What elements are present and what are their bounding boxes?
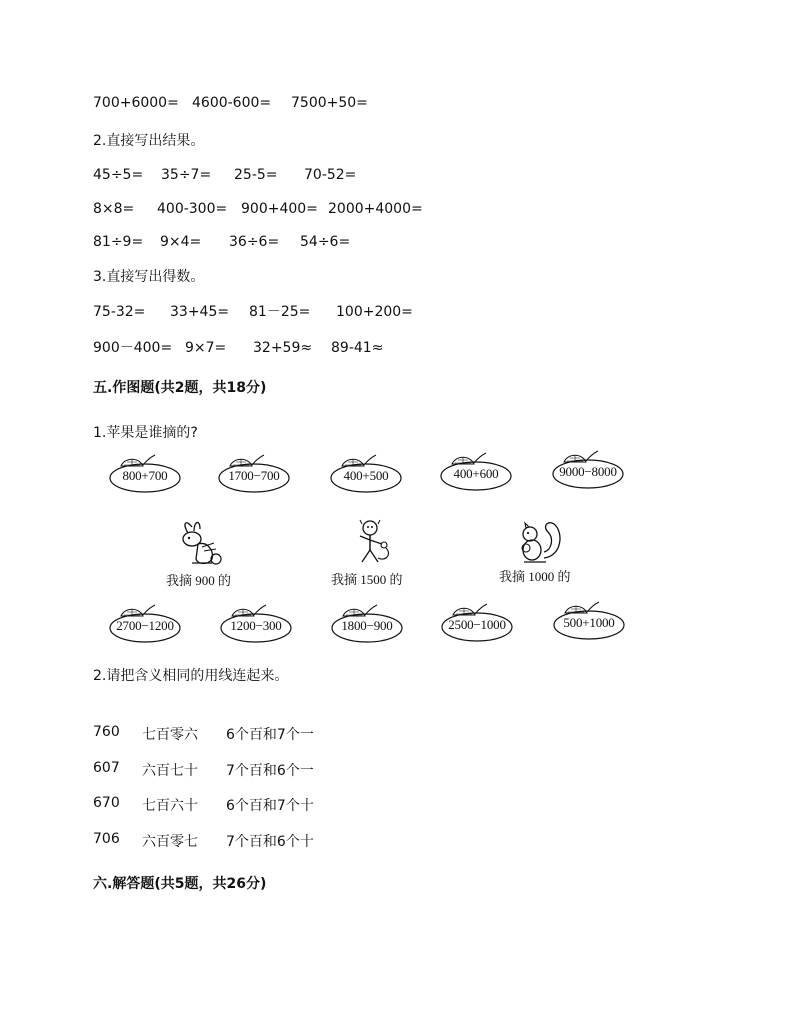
apple-label: 2700−1200 [116,618,174,633]
apple-label: 800+700 [122,468,168,483]
apple [553,605,625,641]
calc-item: 32+59≈ [253,340,313,356]
section-5-question-1: 1.苹果是谁摘的? [93,425,198,441]
apple [218,458,290,494]
section-6-title: 六.解答题(共5题，共26分) [93,876,267,892]
match-units: 7个百和6个一 [226,763,314,779]
match-number: 706 [93,831,120,847]
apple-label: 2500−1000 [448,617,506,632]
match-words: 六百零七 [142,834,198,850]
apple-label: 1800−900 [341,618,393,633]
monkey [352,518,402,566]
calc-item: 900+400= [241,201,318,217]
match-words: 六百七十 [142,763,198,779]
apple-label: 9000−8000 [559,464,617,479]
apple-label: 400+500 [343,468,389,483]
apple [220,608,292,644]
apple [440,456,512,492]
match-words: 七百零六 [142,727,198,743]
calc-item: 25-5= [234,167,278,183]
calc-item: 75-32= [93,304,146,320]
apple [109,608,181,644]
question-2-title: 2.直接写出结果。 [93,133,205,149]
squirrel-icon [516,518,566,566]
apple [552,454,624,490]
apple-label: 400+600 [453,466,499,481]
calc-item: 9×7= [185,340,227,356]
match-number: 670 [93,795,120,811]
animal-caption: 我摘 1500 的 [331,572,403,587]
apple-label: 500+1000 [563,615,615,630]
section-5-question-2: 2.请把含义相同的用线连起来。 [93,668,289,684]
calc-item: 45÷5= [93,167,144,183]
squirrel [516,518,566,566]
animal-caption: 我摘 1000 的 [499,569,571,584]
section-5-title: 五.作图题(共2题，共18分) [93,380,267,396]
calc-item: 4600-600= [192,95,272,111]
monkey-icon [352,518,402,566]
calc-item: 7500+50= [291,95,368,111]
calc-item: 70-52= [304,167,357,183]
calc-item: 100+200= [336,304,413,320]
calc-item: 54÷6= [300,234,351,250]
calc-item: 36÷6= [229,234,280,250]
match-words: 七百六十 [142,798,198,814]
match-number: 607 [93,760,120,776]
rabbit-icon [178,519,228,567]
calc-item: 89-41≈ [331,340,384,356]
calc-item: 81÷9= [93,234,144,250]
calc-item: 2000+4000= [328,201,423,217]
calc-item: 400-300= [157,201,228,217]
apple-label: 1700−700 [228,468,280,483]
rabbit [178,519,228,567]
calc-item: 35÷7= [161,167,212,183]
match-number: 760 [93,724,120,740]
calc-item: 33+45= [170,304,230,320]
apple-label: 1200−300 [230,618,282,633]
question-3-title: 3.直接写出得数。 [93,269,205,285]
match-units: 7个百和6个十 [226,834,314,850]
animal-caption: 我摘 900 的 [166,573,232,588]
match-units: 6个百和7个一 [226,727,314,743]
apple [441,607,513,643]
apple [109,458,181,494]
calc-item: 8×8= [93,201,135,217]
match-units: 6个百和7个十 [226,798,314,814]
apple [330,458,402,494]
calc-item: 9×4= [160,234,202,250]
apple [331,608,403,644]
calc-item: 81－25= [249,304,311,320]
calc-item: 700+6000= [93,95,179,111]
calc-item: 900－400= [93,340,173,356]
